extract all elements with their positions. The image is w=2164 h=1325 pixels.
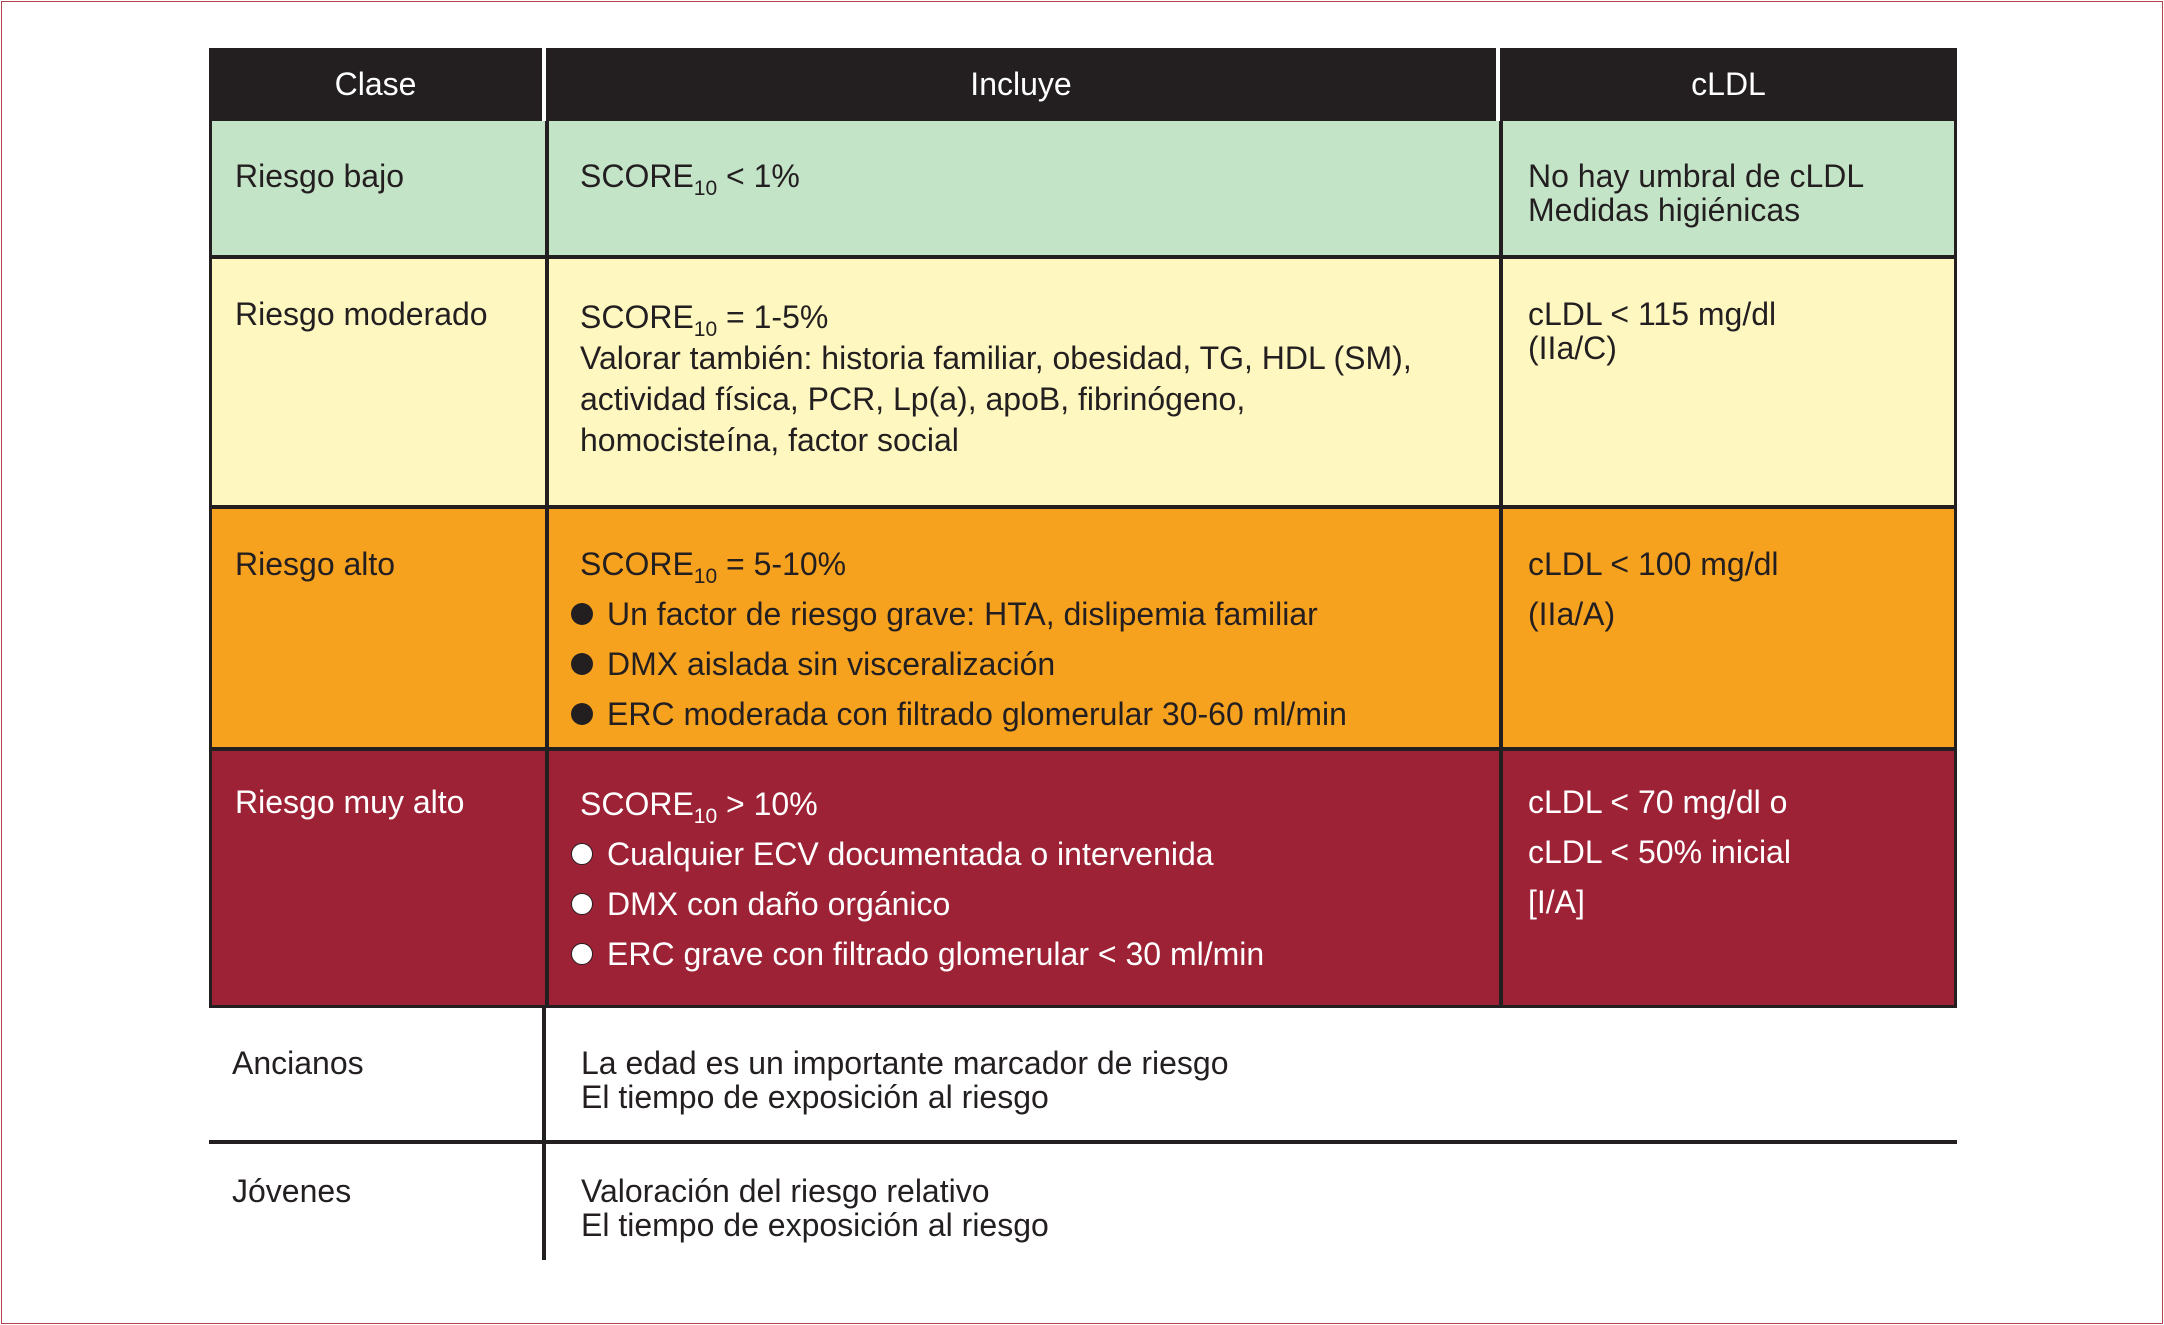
clase-label: Riesgo alto (235, 546, 396, 582)
clase-cell (209, 1008, 542, 1140)
row-ancianos (209, 1008, 1957, 1144)
score-text: $SCORE_{10} < 1\%$ (580, 158, 800, 200)
cldl-cell (1499, 121, 1960, 255)
list-item-text: ERC grave con filtrado glomerular < 30 ml/min (607, 936, 1265, 972)
clase-cell (212, 259, 545, 505)
cldl-cell (1499, 259, 1960, 505)
list-item (571, 697, 1479, 731)
list-item (571, 597, 1479, 631)
list-item (571, 837, 1479, 871)
cldl-line: (IIa/C) (1528, 330, 1617, 366)
incluye-line: actividad física, PCR, Lp(a), apoB, fibrinógeno, (580, 381, 1246, 417)
list-item-text: Un factor de riesgo grave: HTA, dislipemia familiar (607, 596, 1318, 632)
score-text: $SCORE_{10} > 10\%$ (580, 786, 818, 828)
header-clase: Clase (334, 66, 417, 102)
black-dot-icon (571, 703, 593, 725)
clase-label: Riesgo muy alto (235, 784, 465, 820)
table-header (209, 48, 1957, 121)
list-item-text: DMX con daño orgánico (607, 886, 951, 922)
row-riesgo-moderado (209, 259, 1957, 509)
incluye-line: El tiempo de exposición al riesgo (581, 1207, 1049, 1243)
score-text: $SCORE_{10} = 1-5\%$ (580, 299, 829, 341)
cldl-line: (IIa/A) (1528, 596, 1616, 632)
clase-cell (209, 1144, 542, 1260)
clase-cell (212, 509, 545, 747)
incluye-line: Valorar también: historia familiar, obesidad, TG, HDL (SM), (580, 340, 1412, 376)
incluye-cell (545, 509, 1499, 747)
white-dot-icon (571, 843, 593, 865)
incluye-line: Valoración del riesgo relativo (581, 1173, 990, 1209)
cldl-line: No hay umbral de cLDL (1528, 158, 1865, 194)
risk-table (209, 48, 1957, 1260)
cldl-cell (1499, 509, 1960, 747)
header-cldl: cLDL (1496, 48, 1957, 121)
list-item-text: Cualquier ECV documentada o intervenida (607, 836, 1214, 872)
white-dot-icon (571, 943, 593, 965)
row-riesgo-alto (209, 509, 1957, 751)
row-riesgo-muy-alto (209, 751, 1957, 1008)
clase-cell (212, 751, 545, 1005)
black-dot-icon (571, 603, 593, 625)
header-incluye: Incluye (542, 48, 1496, 121)
clase-label: Riesgo bajo (235, 158, 404, 194)
incluye-line: El tiempo de exposición al riesgo (581, 1079, 1049, 1115)
white-dot-icon (571, 893, 593, 915)
incluye-line: La edad es un importante marcador de riesgo (581, 1045, 1229, 1081)
incluye-cell (545, 121, 1499, 255)
list-item-text: ERC moderada con filtrado glomerular 30-60 ml/min (607, 696, 1347, 732)
clase-label: Jóvenes (232, 1173, 352, 1209)
clase-cell (212, 121, 545, 255)
incluye-cell (545, 259, 1499, 505)
incluye-cell (542, 1008, 1957, 1140)
cldl-line: cLDL < 100 mg/dl (1528, 546, 1779, 582)
cldl-line: [I/A] (1528, 884, 1585, 920)
cldl-line: Medidas higiénicas (1528, 192, 1801, 228)
list-item (571, 647, 1479, 681)
clase-label: Riesgo moderado (235, 296, 488, 332)
score-text: $SCORE_{10} = 5-10\%$ (580, 546, 847, 588)
list-item-text: DMX aislada sin visceralización (607, 646, 1056, 682)
cldl-line: cLDL < 50% inicial (1528, 834, 1791, 870)
incluye-cell (542, 1144, 1957, 1260)
list-item (571, 887, 1479, 921)
row-riesgo-bajo (209, 121, 1957, 259)
incluye-line: homocisteína, factor social (580, 422, 959, 458)
incluye-cell (545, 751, 1499, 1005)
cldl-line: cLDL < 70 mg/dl o (1528, 784, 1788, 820)
cldl-cell (1499, 751, 1960, 1005)
list-item (571, 937, 1479, 971)
black-dot-icon (571, 653, 593, 675)
row-jovenes (209, 1144, 1957, 1260)
cldl-line: cLDL < 115 mg/dl (1528, 296, 1777, 332)
clase-label: Ancianos (232, 1045, 364, 1081)
